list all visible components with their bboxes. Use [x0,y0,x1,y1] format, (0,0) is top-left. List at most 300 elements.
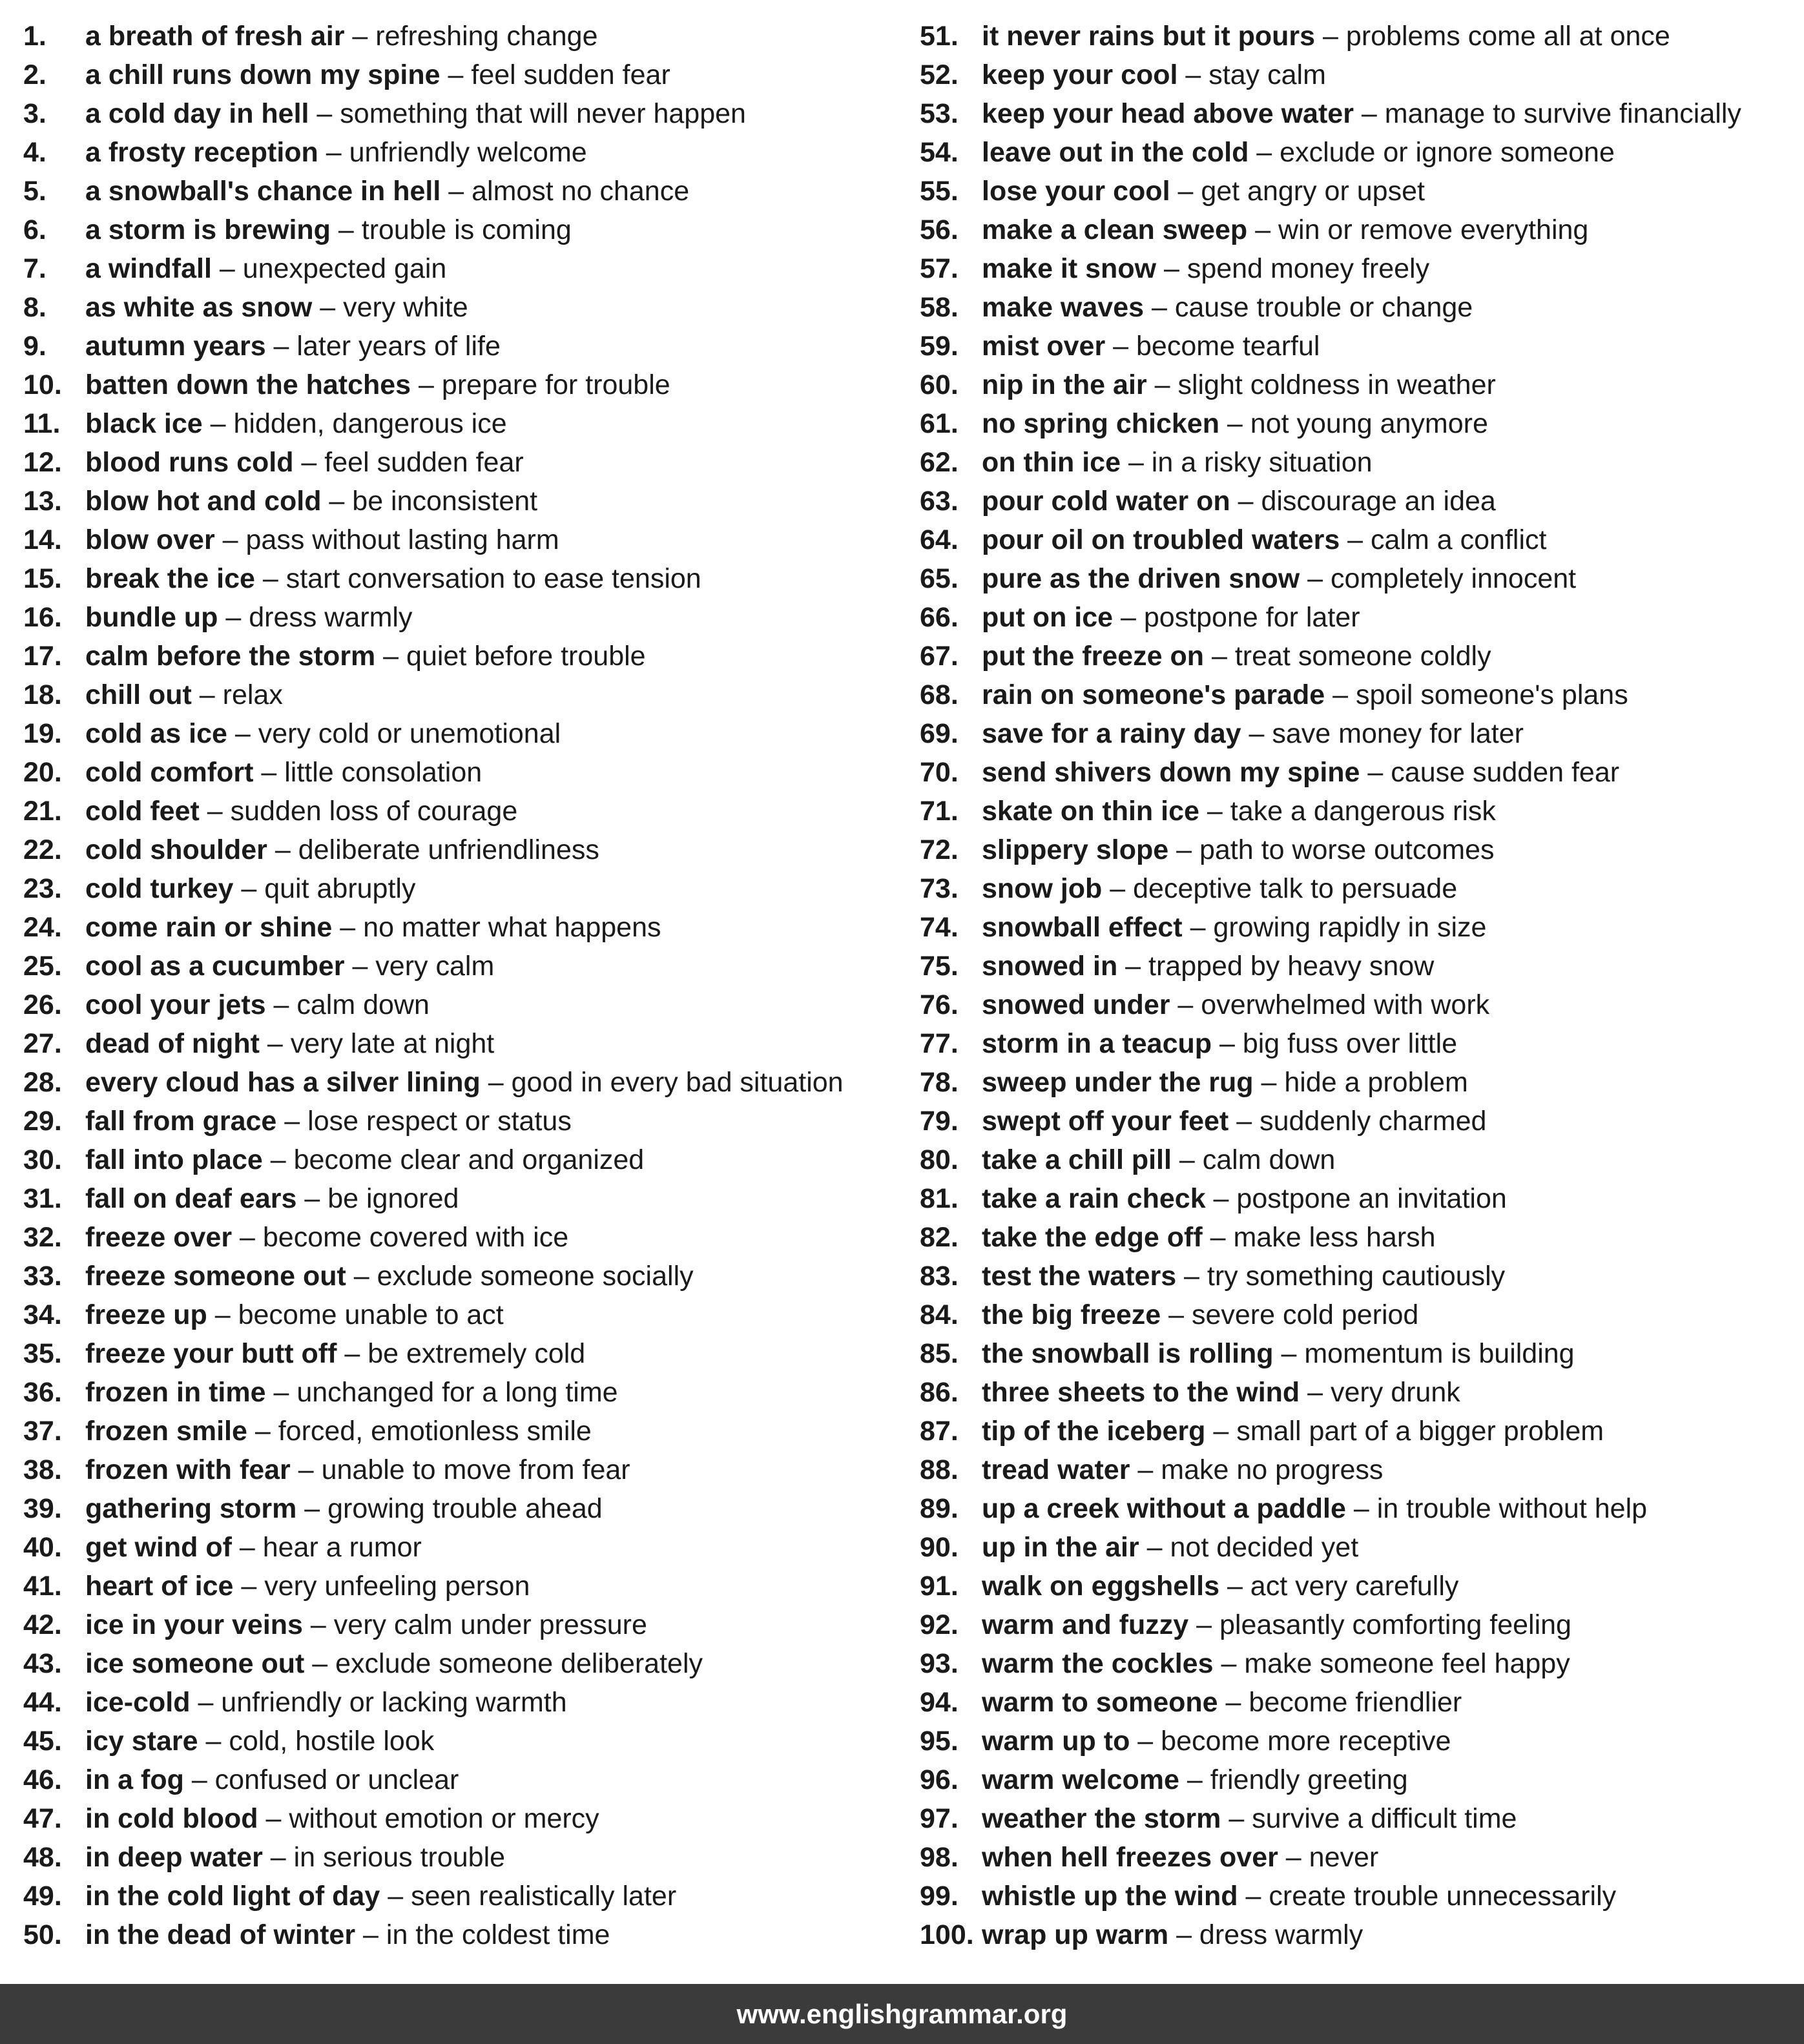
idiom-phrase: up in the air [982,1532,1139,1563]
entry-number: 72. [920,834,959,865]
idiom-meaning: – overwhelmed with work [1170,989,1490,1020]
entry-number: 25. [23,951,62,982]
idiom-entry [23,1179,902,1218]
idiom-phrase: take the edge off [982,1222,1203,1253]
idiom-meaning: – good in every bad situation [480,1067,844,1098]
entry-number: 38. [23,1454,62,1485]
idiom-entry [920,714,1804,753]
idiom-meaning: – unchanged for a long time [265,1377,618,1408]
idiom-entry [920,908,1804,947]
idiom-meaning: – unable to move from fear [290,1454,630,1485]
idiom-meaning: – forced, emotionless smile [247,1416,592,1447]
idiom-entry [23,637,902,676]
idiom-phrase: a frosty reception [85,137,318,168]
idiom-entry [920,559,1804,598]
idiom-meaning: – cold, hostile look [198,1726,435,1757]
idiom-phrase: freeze someone out [85,1261,346,1292]
idiom-meaning: – try something cautiously [1176,1261,1506,1292]
idiom-meaning: – deceptive talk to persuade [1102,873,1458,904]
idiom-meaning: – hide a problem [1253,1067,1468,1098]
idiom-entry [23,1102,902,1141]
idiom-phrase: freeze your butt off [85,1338,337,1369]
entry-number: 53. [920,98,959,129]
idiom-meaning: – survive a difficult time [1221,1803,1517,1834]
idiom-phrase: pour oil on troubled waters [982,524,1340,555]
idiom-meaning: – exclude or ignore someone [1249,137,1615,168]
idiom-meaning: – in trouble without help [1345,1493,1648,1524]
idiom-phrase: ice someone out [85,1648,305,1679]
idiom-entry [920,1141,1804,1179]
idiom-meaning: – lose respect or status [276,1106,572,1137]
idiom-meaning: – almost no chance [441,176,690,207]
idiom-phrase: freeze over [85,1222,233,1253]
idiom-phrase: tip of the iceberg [982,1416,1206,1447]
idiom-meaning: – spoil someone's plans [1325,679,1628,710]
idiom-meaning: – postpone for later [1113,602,1360,633]
idiom-entry [23,1141,902,1179]
entry-number: 45. [23,1726,62,1757]
idiom-entry [23,1644,902,1683]
idiom-phrase: snowed under [982,989,1170,1020]
idiom-entry [23,482,902,521]
entry-number: 84. [920,1299,959,1330]
entry-number: 30. [23,1144,62,1175]
idiom-phrase: black ice [85,408,203,439]
idiom-phrase: get wind of [85,1532,232,1563]
idiom-entry [23,792,902,831]
idiom-entry [23,1838,902,1877]
entry-number: 47. [23,1803,62,1834]
entry-number: 86. [920,1377,959,1408]
entry-number: 66. [920,602,959,633]
idiom-phrase: a chill runs down my spine [85,59,441,90]
idiom-phrase: in deep water [85,1842,263,1873]
idiom-phrase: cold comfort [85,757,254,788]
idiom-entry [920,521,1804,559]
idiom-phrase: as white as snow [85,292,313,323]
idiom-meaning: – postpone an invitation [1205,1183,1507,1214]
idiom-phrase: heart of ice [85,1571,234,1602]
entry-number: 52. [920,59,959,90]
entry-number: 6. [23,214,47,245]
idiom-phrase: the snowball is rolling [982,1338,1274,1369]
idiom-meaning: – later years of life [265,331,501,362]
idiom-meaning: – become tearful [1105,331,1320,362]
idiom-meaning: – be extremely cold [337,1338,586,1369]
entry-number: 92. [920,1609,959,1640]
idiom-entry [23,753,902,792]
entry-number: 93. [920,1648,959,1679]
idiom-phrase: blow over [85,524,215,555]
idiom-phrase: a breath of fresh air [85,21,345,52]
entry-number: 77. [920,1028,959,1059]
idiom-phrase: blood runs cold [85,447,294,478]
idiom-phrase: warm welcome [982,1764,1179,1795]
idiom-phrase: blow hot and cold [85,486,322,517]
idiom-meaning: – unfriendly welcome [318,137,587,168]
idiom-meaning: – feel sudden fear [440,59,670,90]
idiom-entry [920,1296,1804,1334]
idiom-phrase: test the waters [982,1261,1177,1292]
idiom-entry [23,1489,902,1528]
idiom-meaning: – pleasantly comforting feeling [1188,1609,1571,1640]
idiom-phrase: in the dead of winter [85,1919,356,1950]
entry-number: 36. [23,1377,62,1408]
idiom-entry [23,404,902,443]
entry-number: 49. [23,1881,62,1912]
idiom-meaning: – problems come all at once [1315,21,1670,52]
idiom-phrase: when hell freezes over [982,1842,1278,1873]
idiom-phrase: make waves [982,292,1145,323]
idiom-meaning: – dress warmly [1168,1919,1363,1950]
idiom-entry [23,327,902,366]
entry-number: 1. [23,21,47,52]
idiom-entry [23,1257,902,1296]
idiom-entry [23,869,902,908]
idiom-meaning: – very unfeeling person [233,1571,530,1602]
idiom-phrase: autumn years [85,331,266,362]
entry-number: 34. [23,1299,62,1330]
idiom-meaning: – suddenly charmed [1229,1106,1487,1137]
idiom-meaning: – relax [191,679,283,710]
entry-number: 3. [23,98,47,129]
idiom-meaning: – refreshing change [344,21,598,52]
idiom-phrase: three sheets to the wind [982,1377,1300,1408]
entry-number: 58. [920,292,959,323]
idiom-meaning: – completely innocent [1300,563,1577,594]
idiom-entry [23,1373,902,1412]
idiom-phrase: warm to someone [982,1687,1218,1718]
idiom-entry [23,831,902,869]
idiom-entry [23,443,902,482]
idiom-phrase: cold as ice [85,718,227,749]
idiom-meaning: – never [1278,1842,1379,1873]
idiom-phrase: pour cold water on [982,486,1230,517]
idiom-entry [23,366,902,404]
entry-number: 82. [920,1222,959,1253]
idiom-phrase: icy stare [85,1726,198,1757]
idiom-meaning: – prepare for trouble [411,369,670,400]
idiom-entry [23,1915,902,1954]
entry-number: 78. [920,1067,959,1098]
idiom-meaning: – calm a conflict [1340,524,1547,555]
idiom-entry [920,1489,1804,1528]
idiom-entry [920,1179,1804,1218]
entry-number: 81. [920,1183,959,1214]
idiom-phrase: snow job [982,873,1103,904]
idiom-entry [23,1567,902,1605]
idiom-meaning: – calm down [265,989,430,1020]
idiom-phrase: keep your head above water [982,98,1354,129]
idiom-meaning: – spend money freely [1156,253,1430,284]
entry-number: 15. [23,563,62,594]
entry-number: 28. [23,1067,62,1098]
idiom-meaning: – very calm under pressure [302,1609,647,1640]
idiom-meaning: – not decided yet [1139,1532,1359,1563]
idiom-phrase: cool your jets [85,989,266,1020]
idiom-phrase: mist over [982,331,1106,362]
entry-number: 83. [920,1261,959,1292]
idiom-meaning: – calm down [1171,1144,1336,1175]
idiom-meaning: – cause sudden fear [1360,757,1620,788]
idiom-entry [920,831,1804,869]
entry-number: 33. [23,1261,62,1292]
idiom-meaning: – in the coldest time [355,1919,610,1950]
idiom-phrase: frozen in time [85,1377,266,1408]
idiom-entry [23,1683,902,1722]
idiom-entry [920,1063,1804,1102]
idiom-phrase: warm the cockles [982,1648,1214,1679]
idiom-entry [920,986,1804,1024]
idiom-phrase: ice in your veins [85,1609,303,1640]
entry-number: 68. [920,679,959,710]
idiom-entry [23,172,902,211]
idiom-entry [920,1644,1804,1683]
idiom-phrase: walk on eggshells [982,1571,1219,1602]
idiom-phrase: a snowball's chance in hell [85,176,441,207]
idiom-phrase: save for a rainy day [982,718,1241,749]
idiom-phrase: dead of night [85,1028,260,1059]
entry-number: 65. [920,563,959,594]
idiom-entry [920,1567,1804,1605]
entry-number: 7. [23,253,47,284]
idiom-meaning: – become friendlier [1218,1687,1462,1718]
entry-number: 59. [920,331,959,362]
entry-number: 21. [23,796,62,827]
idiom-entry [920,1722,1804,1760]
idiom-phrase: sweep under the rug [982,1067,1254,1098]
idiom-entry [920,598,1804,637]
entry-number: 27. [23,1028,62,1059]
idiom-entry [920,1877,1804,1915]
idiom-phrase: make it snow [982,253,1157,284]
entry-number: 4. [23,137,47,168]
idiom-entry [920,288,1804,327]
idiom-phrase: storm in a teacup [982,1028,1212,1059]
idiom-phrase: freeze up [85,1299,207,1330]
idiom-entry [920,1799,1804,1838]
entry-number: 23. [23,873,62,904]
idiom-phrase: fall on deaf ears [85,1183,297,1214]
entry-number: 64. [920,524,959,555]
idiom-phrase: fall into place [85,1144,263,1175]
entry-number: 75. [920,951,959,982]
entry-number: 39. [23,1493,62,1524]
idiom-entry [920,56,1804,94]
idiom-meaning: – cause trouble or change [1144,292,1473,323]
idiom-meaning: – hear a rumor [231,1532,422,1563]
entry-number: 55. [920,176,959,207]
idiom-phrase: bundle up [85,602,218,633]
idiom-phrase: a windfall [85,253,212,284]
idiom-entry [920,327,1804,366]
idiom-phrase: cool as a cucumber [85,951,345,982]
entry-number: 73. [920,873,959,904]
idiom-phrase: make a clean sweep [982,214,1248,245]
idiom-entry [920,1915,1804,1954]
idiom-meaning: – become clear and organized [262,1144,645,1175]
idiom-entry [23,714,902,753]
idiom-entry [920,676,1804,714]
idiom-meaning: – momentum is building [1273,1338,1575,1369]
idiom-meaning: – make someone feel happy [1213,1648,1570,1679]
entry-number: 89. [920,1493,959,1524]
entry-number: 13. [23,486,62,517]
entry-number: 85. [920,1338,959,1369]
idiom-entry [23,1605,902,1644]
entry-number: 32. [23,1222,62,1253]
entry-number: 17. [23,641,62,672]
idiom-meaning: – not young anymore [1219,408,1488,439]
idiom-entry [23,908,902,947]
idiom-entry [23,986,902,1024]
entry-number: 29. [23,1106,62,1137]
idiom-entry [23,1296,902,1334]
idiom-meaning: – be inconsistent [321,486,538,517]
idiom-entry [23,947,902,986]
idiom-entry [920,1838,1804,1877]
idiom-meaning: – create trouble unnecessarily [1238,1881,1617,1912]
entry-number: 79. [920,1106,959,1137]
idiom-meaning: – become covered with ice [232,1222,569,1253]
idiom-meaning: – slight coldness in weather [1146,369,1496,400]
idiom-entry [920,94,1804,133]
idiom-entry [920,1528,1804,1567]
idiom-meaning: – no matter what happens [332,912,661,943]
idiom-meaning: – pass without lasting harm [214,524,559,555]
entry-number: 76. [920,989,959,1020]
idiom-column-left [23,17,902,1954]
idiom-entry [23,1024,902,1063]
entry-number: 2. [23,59,47,90]
idiom-entry [920,249,1804,288]
idiom-meaning: – very cold or unemotional [227,718,561,749]
idiom-entry [920,1102,1804,1141]
idiom-phrase: warm up to [982,1726,1130,1757]
idiom-entry [23,1722,902,1760]
idiom-phrase: lose your cool [982,176,1170,207]
idiom-phrase: in the cold light of day [85,1881,380,1912]
entry-number: 10. [23,369,62,400]
idiom-meaning: – very late at night [259,1028,495,1059]
idiom-entry [23,559,902,598]
entry-number: 98. [920,1842,959,1873]
entry-number: 51. [920,21,959,52]
idiom-meaning: – win or remove everything [1247,214,1589,245]
idiom-phrase: keep your cool [982,59,1178,90]
entry-number: 56. [920,214,959,245]
idiom-entry [23,1218,902,1257]
idiom-phrase: gathering storm [85,1493,297,1524]
idiom-meaning: – trouble is coming [330,214,572,245]
idiom-phrase: fall from grace [85,1106,277,1137]
idiom-meaning: – deliberate unfriendliness [267,834,599,865]
entry-number: 99. [920,1881,959,1912]
idiom-entry [920,792,1804,831]
entry-number: 94. [920,1687,959,1718]
entry-number: 37. [23,1416,62,1447]
entry-number: 24. [23,912,62,943]
idiom-entry [23,211,902,249]
entry-number: 87. [920,1416,959,1447]
entry-number: 31. [23,1183,62,1214]
idiom-phrase: put the freeze on [982,641,1205,672]
entry-number: 63. [920,486,959,517]
idiom-meaning: – growing trouble ahead [296,1493,603,1524]
idiom-entry [23,1412,902,1450]
idiom-meaning: – save money for later [1241,718,1524,749]
idiom-meaning: – get angry or upset [1170,176,1425,207]
entry-number: 19. [23,718,62,749]
idiom-entry [23,676,902,714]
idiom-phrase: wrap up warm [982,1919,1169,1950]
entry-number: 44. [23,1687,62,1718]
idiom-phrase: every cloud has a silver lining [85,1067,481,1098]
entry-number: 69. [920,718,959,749]
idiom-entry [23,1334,902,1373]
idiom-meaning: – in serious trouble [262,1842,506,1873]
entry-number: 95. [920,1726,959,1757]
entry-number: 8. [23,292,47,323]
idiom-phrase: the big freeze [982,1299,1161,1330]
idiom-entry [920,404,1804,443]
entry-number: 18. [23,679,62,710]
idiom-meaning: – path to worse outcomes [1168,834,1495,865]
idiom-meaning: – hidden, dangerous ice [202,408,507,439]
idiom-meaning: – treat someone coldly [1204,641,1491,672]
idiom-meaning: – quiet before trouble [375,641,646,672]
idiom-phrase: in cold blood [85,1803,258,1834]
idiom-phrase: snowed in [982,951,1118,982]
idiom-meaning: – very white [312,292,468,323]
entry-number: 48. [23,1842,62,1873]
idiom-meaning: – without emotion or mercy [258,1803,599,1834]
idiom-meaning: – become unable to act [207,1299,504,1330]
idiom-entry [23,17,902,56]
entry-number: 40. [23,1532,62,1563]
entry-number: 61. [920,408,959,439]
idiom-entry [23,133,902,172]
footer-website: www.englishgrammar.org [0,1984,1804,2044]
idiom-meaning: – dress warmly [218,602,413,633]
entry-number: 20. [23,757,62,788]
idiom-entry [920,211,1804,249]
idiom-meaning: – quit abruptly [233,873,416,904]
idiom-phrase: weather the storm [982,1803,1221,1834]
idiom-meaning: – little consolation [253,757,482,788]
idiom-meaning: – unfriendly or lacking warmth [190,1687,567,1718]
entry-number: 97. [920,1803,959,1834]
entry-number: 50. [23,1919,62,1950]
idiom-meaning: – start conversation to ease tension [254,563,701,594]
entry-number: 96. [920,1764,959,1795]
idiom-meaning: – sudden loss of courage [199,796,518,827]
idiom-entry [920,1450,1804,1489]
entry-number: 62. [920,447,959,478]
entry-number: 57. [920,253,959,284]
idiom-entry [23,288,902,327]
idiom-phrase: slippery slope [982,834,1169,865]
idiom-entry [920,753,1804,792]
idiom-meaning: – manage to survive financially [1353,98,1741,129]
entry-number: 100. [920,1919,974,1950]
idiom-entry [23,56,902,94]
idiom-entry [920,1218,1804,1257]
idiom-entry [920,1412,1804,1450]
idiom-phrase: nip in the air [982,369,1147,400]
idiom-entry [23,94,902,133]
idiom-meaning: – very calm [344,951,495,982]
